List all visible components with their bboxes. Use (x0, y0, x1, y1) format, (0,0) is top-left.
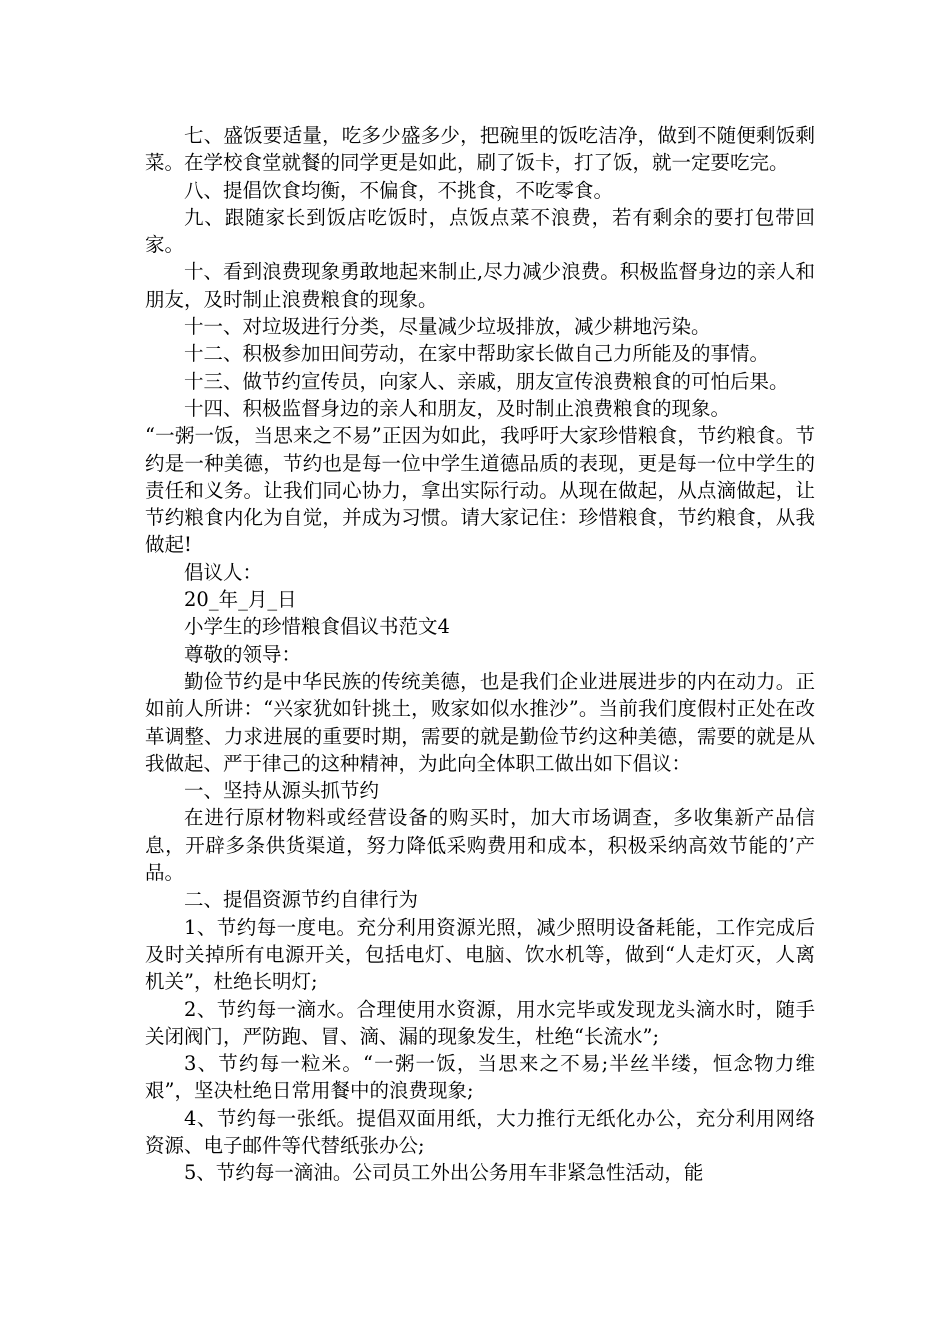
paragraph: 八、提倡饮食均衡，不偏食，不挑食，不吃零食。 (184, 178, 614, 202)
signature-label: 倡议人： (184, 560, 263, 584)
list-item: 2、节约每一滴水。合理使用水资源，用水完毕或发现龙头滴水时，随手关闭阀门，严防跑、冒、滴、漏的现象发生，杜绝“长流水”; (145, 997, 815, 1048)
salutation: 尊敬的领导： (184, 642, 302, 666)
paragraph: 十三、做节约宣传员，向家人、亲戚，朋友宣传浪费粮食的可怕后果。 (184, 369, 789, 393)
paragraph: “一粥一饭，当思来之不易”正因为如此，我呼吁大家珍惜粮食，节约粮食。节约是一种美德，节约也是每一位中学生道德品质的表现，更是每一位中学生的责任和义务。让我们同心协力，拿出实际行动。从现在做起，从点滴做起，让节约粮食内化为自觉，并成为习惯。请大家记住：珍惜粮食，节约粮食，从我做起! (145, 424, 815, 557)
list-item: 4、节约每一张纸。提倡双面用纸，大力推行无纸化办公，充分利用网络资源、电子邮件等代替纸张办公; (145, 1106, 815, 1157)
list-item: 3、节约每一粒米。“一粥一饭，当思来之不易;半丝半缕，恒念物力维艰”，坚决杜绝日常用餐中的浪费现象; (145, 1052, 815, 1103)
paragraph: 七、盛饭要适量，吃多少盛多少，把碗里的饭吃洁净，做到不随便剩饭剩菜。在学校食堂就餐的同学更是如此，刷了饭卡，打了饭，就一定要吃完。 (145, 124, 815, 175)
paragraph: 十一、对垃圾进行分类，尽量减少垃圾排放，减少耕地污染。 (184, 315, 711, 339)
section-title: 小学生的珍惜粮食倡议书范文4 (184, 615, 450, 639)
paragraph: 十、看到浪费现象勇敢地起来制止,尽力减少浪费。积极监督身边的亲人和朋友，及时制止浪费粮食的现象。 (145, 260, 815, 311)
list-item: 5、节约每一滴油。公司员工外出公务用车非紧急性活动，能 (184, 1161, 704, 1185)
document-body (145, 122, 815, 1187)
paragraph: 勤俭节约是中华民族的传统美德，也是我们企业进展进步的内在动力。正如前人所讲：“兴家犹如针挑土，败家如似水推沙”。当前我们度假村正处在改革调整、力求进展的重要时期，需要的就是勤俭节约这种美德，需要的就是从我做起、严于律己的这种精神，为此向全体职工做出如下倡议： (145, 669, 815, 775)
heading: 一、坚持从源头抓节约 (184, 779, 380, 803)
date-line: 20_年_月_日 (184, 588, 297, 612)
heading: 二、提倡资源节约自律行为 (184, 888, 419, 912)
list-item: 1、节约每一度电。充分利用资源光照，减少照明设备耗能，工作完成后及时关掉所有电源开关，包括电灯、电脑、饮水机等，做到“人走灯灭，人离机关”，杜绝长明灯; (145, 915, 815, 994)
paragraph: 十四、积极监督身边的亲人和朋友，及时制止浪费粮食的现象。 (184, 396, 731, 420)
paragraph: 在进行原材物料或经营设备的购买时，加大市场调查，多收集新产品信息，开辟多条供货渠道，努力降低采购费用和成本，积极采纳高效节能的’产品。 (145, 806, 815, 885)
paragraph: 九、跟随家长到饭店吃饭时，点饭点菜不浪费，若有剩余的要打包带回家。 (145, 205, 815, 257)
paragraph: 十二、积极参加田间劳动，在家中帮助家长做自己力所能及的事情。 (184, 342, 770, 366)
